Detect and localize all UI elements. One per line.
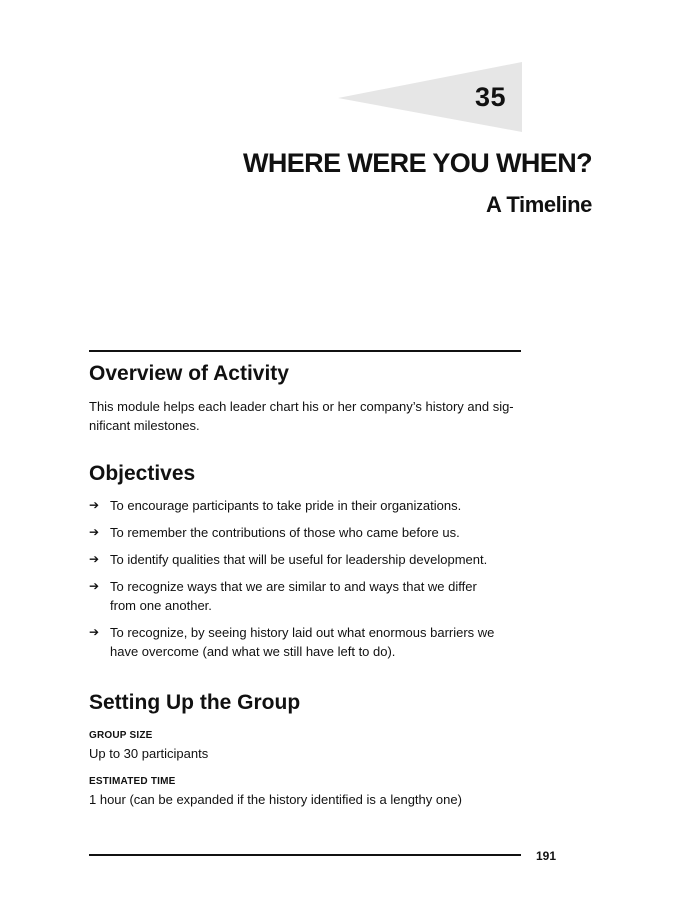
- arrow-right-icon: ➔: [89, 625, 100, 639]
- arrow-right-icon: ➔: [89, 579, 100, 593]
- objective-item: [89, 523, 521, 542]
- objective-item: [89, 496, 521, 515]
- group-size-label: GROUP SIZE: [89, 730, 153, 741]
- chapter-title: WHERE WERE YOU WHEN?: [242, 148, 592, 178]
- objective-text: To remember the contributions of those who came before us.: [110, 525, 460, 540]
- objectives-list: [89, 496, 521, 669]
- objectives-heading: Objectives: [89, 462, 196, 485]
- arrow-right-icon: ➔: [89, 525, 100, 539]
- arrow-right-icon: ➔: [89, 498, 100, 512]
- setup-heading: Setting Up the Group: [89, 691, 301, 714]
- bottom-divider: [89, 854, 521, 856]
- estimated-time-value: 1 hour (can be expanded if the history identified is a lengthy one): [89, 792, 462, 807]
- overview-body: This module helps each leader chart his or her company’s history and sig- nificant milestones.: [89, 399, 514, 433]
- objective-text: To encourage participants to take pride in their organizations.: [110, 498, 462, 513]
- objective-item: [89, 550, 521, 569]
- objective-item: [89, 577, 521, 615]
- objective-text: To identify qualities that will be useful for leadership development.: [110, 552, 488, 567]
- objective-text: To recognize ways that we are similar to and ways that we differ from one another.: [110, 579, 477, 613]
- chapter-subtitle: A Timeline: [485, 192, 592, 217]
- chapter-number: 35: [474, 82, 506, 112]
- top-divider: [89, 350, 521, 352]
- objective-text: To recognize, by seeing history laid out what enormous barriers we have overcome (and what we still have left to do).: [110, 625, 495, 659]
- arrow-right-icon: ➔: [89, 552, 100, 566]
- objective-item: [89, 623, 521, 661]
- page-number: 191: [536, 849, 557, 863]
- overview-heading: Overview of Activity: [89, 362, 289, 385]
- estimated-time-label: ESTIMATED TIME: [89, 776, 176, 787]
- group-size-value: Up to 30 participants: [89, 746, 209, 761]
